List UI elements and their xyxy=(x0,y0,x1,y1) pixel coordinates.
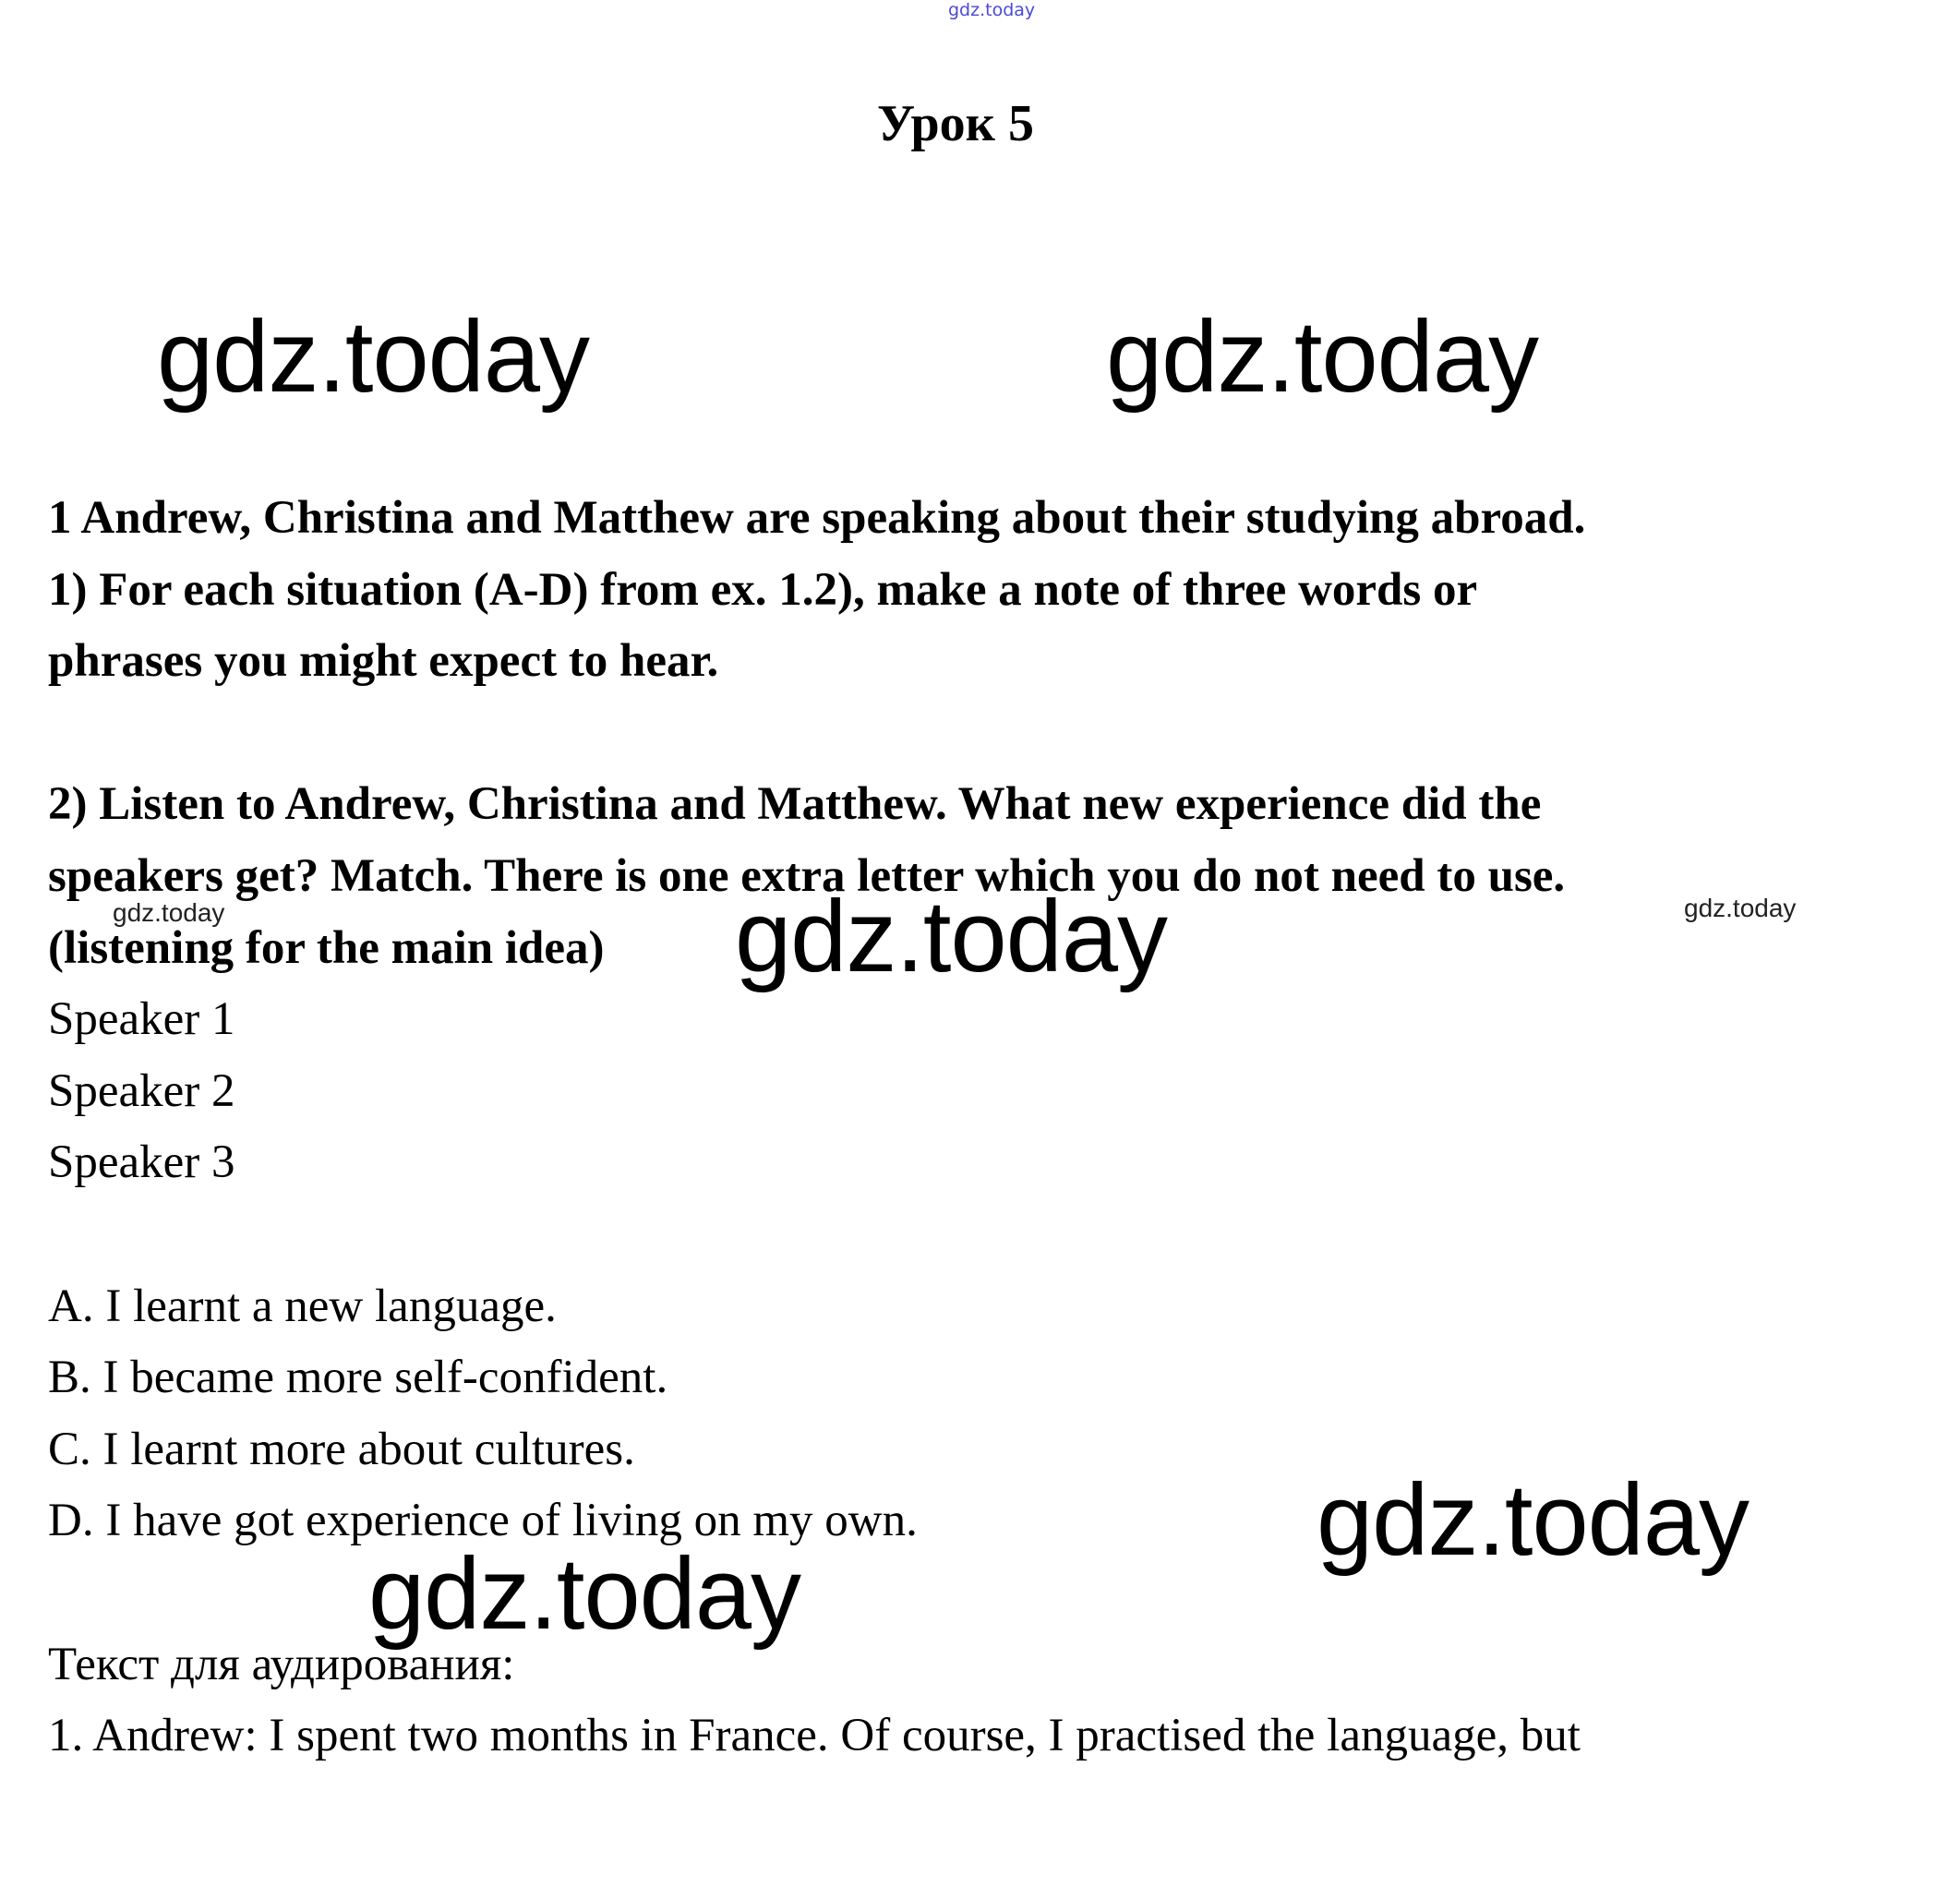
watermark: gdz.today xyxy=(1317,1463,1750,1577)
task1-line: phrases you might expect to hear. xyxy=(48,635,719,688)
watermark-top: gdz.today xyxy=(948,0,1036,20)
task2-line: 2) Listen to Andrew, Christina and Matthew. What new experience did the xyxy=(48,778,1542,831)
transcript-heading: Текст для аудирования: xyxy=(48,1638,515,1690)
page-title: Урок 5 xyxy=(877,95,1034,152)
task2-line: (listening for the main idea) xyxy=(48,921,605,974)
watermark: gdz.today xyxy=(368,1537,801,1651)
option-item: B. I became more self-confident. xyxy=(48,1352,668,1404)
task2-line: speakers get? Match. There is one extra letter which you do not need to use. xyxy=(48,849,1566,902)
watermark: gdz.today xyxy=(157,300,590,414)
speaker-item: Speaker 2 xyxy=(48,1064,235,1117)
transcript-line: 1. Andrew: I spent two months in France. Of course, I practised the language, but xyxy=(48,1710,1581,1762)
watermark: gdz.today xyxy=(1106,300,1539,414)
watermark-small: gdz.today xyxy=(113,898,225,927)
option-item: C. I learnt more about cultures. xyxy=(48,1423,635,1475)
option-item: D. I have got experience of living on my own. xyxy=(48,1495,918,1547)
task1-line: 1) For each situation (A-D) from ex. 1.2), make a note of three words or xyxy=(48,563,1478,616)
option-item: A. I learnt a new language. xyxy=(48,1280,557,1332)
exercise-intro: 1 Andrew, Christina and Matthew are speaking about their studying abroad. xyxy=(48,492,1586,544)
watermark-small: gdz.today xyxy=(1684,894,1797,922)
watermark: gdz.today xyxy=(735,880,1168,993)
speaker-item: Speaker 1 xyxy=(48,993,235,1046)
speaker-item: Speaker 3 xyxy=(48,1136,235,1189)
exercise-body xyxy=(48,483,1585,1773)
